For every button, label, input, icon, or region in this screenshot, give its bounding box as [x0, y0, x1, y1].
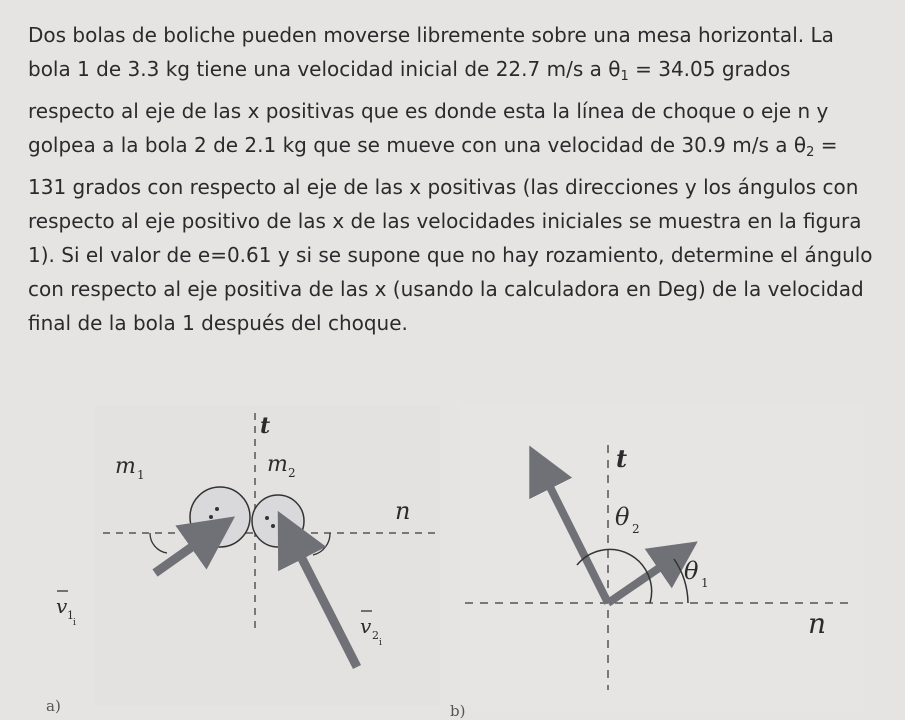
- velocity-v2-arrow: [290, 535, 357, 667]
- problem-part3: = 131 grados con respecto al eje de las x positivas (las direcciones y los ángulos con respecto al eje positivo de las x de las velocidades iniciales se muestra en la figura 1). Si el valor de e=0.61 y si se supone que no hay rozamiento, determine el ángulo con respecto al eje positiva de las x (usando la calculadora en Deg) de la velocidad final de la bola 1 después del choque.: [28, 133, 873, 335]
- label-theta1: θ: [684, 557, 699, 585]
- label-theta2-sub: 2: [632, 522, 640, 536]
- problem-statement: [28, 18, 878, 340]
- theta2-symbol: θ: [793, 133, 807, 157]
- problem-text: [28, 18, 878, 340]
- theta1-direction-arrow: [608, 555, 678, 603]
- theta2-subscript: 2: [806, 145, 815, 160]
- label-m1: m: [115, 454, 136, 479]
- theta1-subscript: 1: [620, 69, 629, 84]
- figure-a-caption: a): [46, 697, 61, 715]
- problem-part1: Dos bolas de boliche pueden moverse libremente sobre una mesa horizontal. La bola 1 de 3.3 kg tiene una velocidad inicial de 22.7 m/s a: [28, 23, 834, 81]
- angle-arc-2: [313, 533, 330, 555]
- label-t: t: [260, 413, 271, 439]
- theta2-direction-arrow: [540, 467, 608, 603]
- figure-b-caption: b): [450, 702, 466, 720]
- label-v1-subsub: i: [73, 618, 76, 628]
- label-m2: m: [267, 452, 288, 477]
- label-v2: v: [360, 614, 372, 638]
- label-v1-sub: 1: [67, 609, 74, 622]
- label-v1: v: [56, 594, 68, 618]
- theta1-symbol: θ: [608, 57, 621, 81]
- angle-arc-1: [150, 533, 167, 553]
- figure-b-diagram: [460, 405, 863, 705]
- problem-part2: grados respecto al eje de las x positivas que es donde esta la línea de choque o eje n y golpea a la bola 2 de 2.1 kg que se mueve con una velocidad de 30.9 m/s a: [28, 57, 829, 157]
- label-m2-sub: 2: [288, 466, 296, 480]
- label-v2-sub: 2: [372, 629, 379, 642]
- label-n: n: [808, 607, 827, 640]
- figure-b: [460, 405, 863, 705]
- theta1-value: = 34.05: [628, 57, 716, 81]
- figure-a-diagram: [56, 405, 440, 705]
- label-t: t: [616, 444, 628, 473]
- label-theta2: θ: [615, 503, 630, 531]
- label-theta1-sub: 1: [701, 576, 709, 590]
- label-m1-sub: 1: [137, 468, 145, 482]
- label-v2-subsub: i: [379, 638, 382, 648]
- label-n: n: [395, 497, 411, 525]
- figure-a: [56, 405, 440, 705]
